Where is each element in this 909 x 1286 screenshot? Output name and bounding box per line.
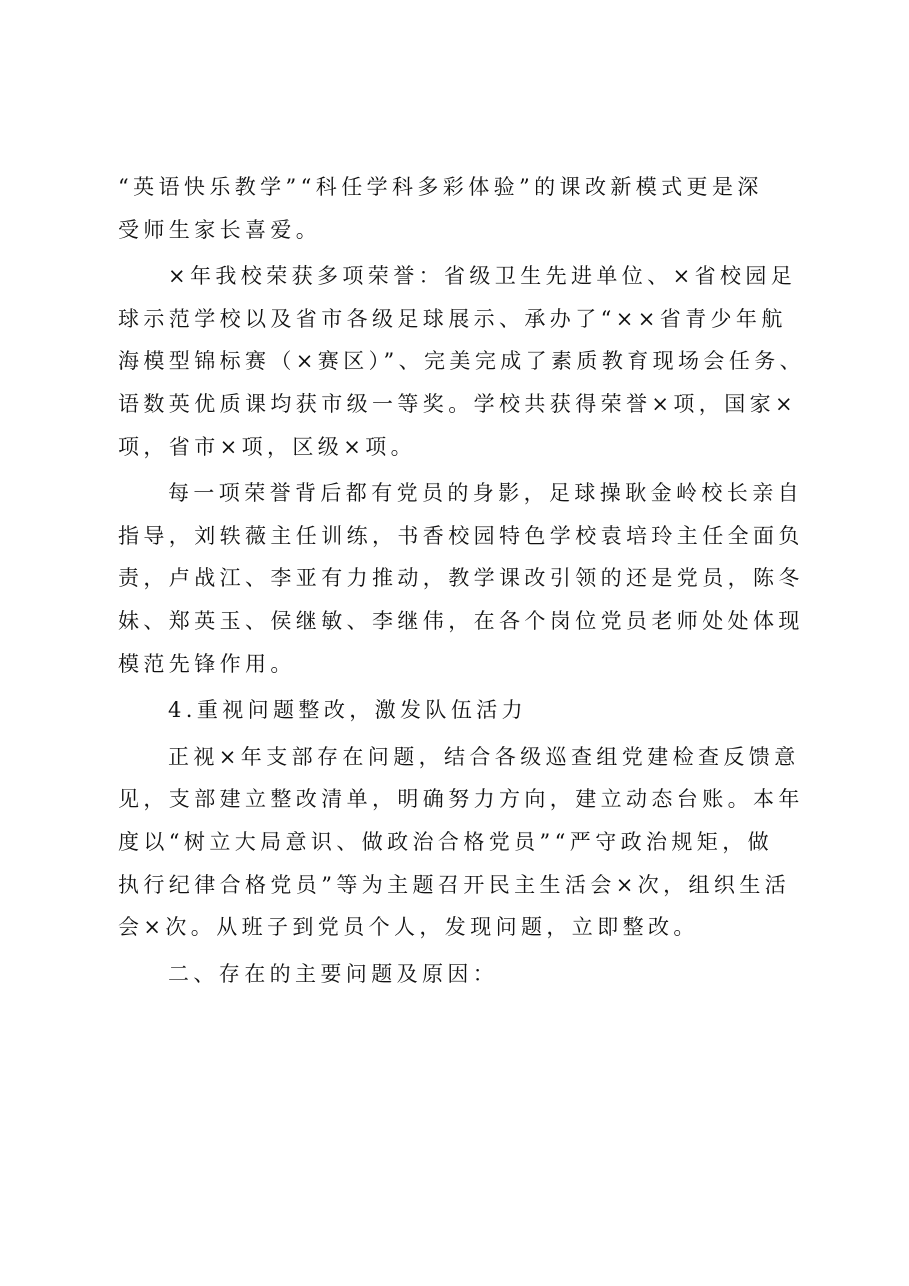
text-line: 会×次。从班子到党员个人，发现问题，立即整改。 [118, 915, 699, 940]
text-line: 受师生家长喜爱。 [118, 217, 322, 242]
paragraph-start-line: ×年我校荣获多项荣誉：省级卫生先进单位、×省校园足 [168, 264, 797, 289]
text-line: 责，卢战江、李亚有力推动，教学课改引领的还是党员，陈冬 [118, 566, 804, 591]
text-line: 语数英优质课均获市级一等奖。学校共获得荣誉×项，国家× [118, 391, 797, 416]
text-line: 见，支部建立整改清单，明确努力方向，建立动态台账。本年 [118, 787, 804, 812]
text-line: “英语快乐教学”“科任学科多彩体验”的课改新模式更是深 [118, 175, 763, 199]
section-heading: 4.重视问题整改，激发队伍活力 [168, 698, 528, 723]
text-line: 海模型锦标赛（×赛区）”、完美完成了素质教育现场会任务、 [118, 349, 806, 374]
text-line: 项，省市×项，区级×项。 [118, 434, 416, 459]
text-line: 指导，刘轶薇主任训练，书香校园特色学校袁培玲主任全面负 [118, 523, 804, 548]
text-line: 妹、郑英玉、侯继敏、李继伟，在各个岗位党员老师处处体现 [118, 608, 804, 633]
paragraph-start-line: 每一项荣誉背后都有党员的身影，足球操耿金岭校长亲自 [168, 481, 803, 506]
text-line: 执行纪律合格党员”等为主题召开民主生活会×次，组织生活 [118, 872, 791, 897]
section-heading: 二、存在的主要问题及原因： [168, 961, 499, 986]
text-line: 度以“树立大局意识、做政治合格党员”“严守政治规矩，做 [118, 829, 774, 854]
text-line: 球示范学校以及省市各级足球展示、承办了“××省青少年航 [118, 306, 787, 331]
body-text [118, 166, 808, 995]
text-line: 模范先锋作用。 [118, 651, 296, 676]
paragraph-start-line: 正视×年支部存在问题，结合各级巡查组党建检查反馈意 [168, 744, 800, 769]
